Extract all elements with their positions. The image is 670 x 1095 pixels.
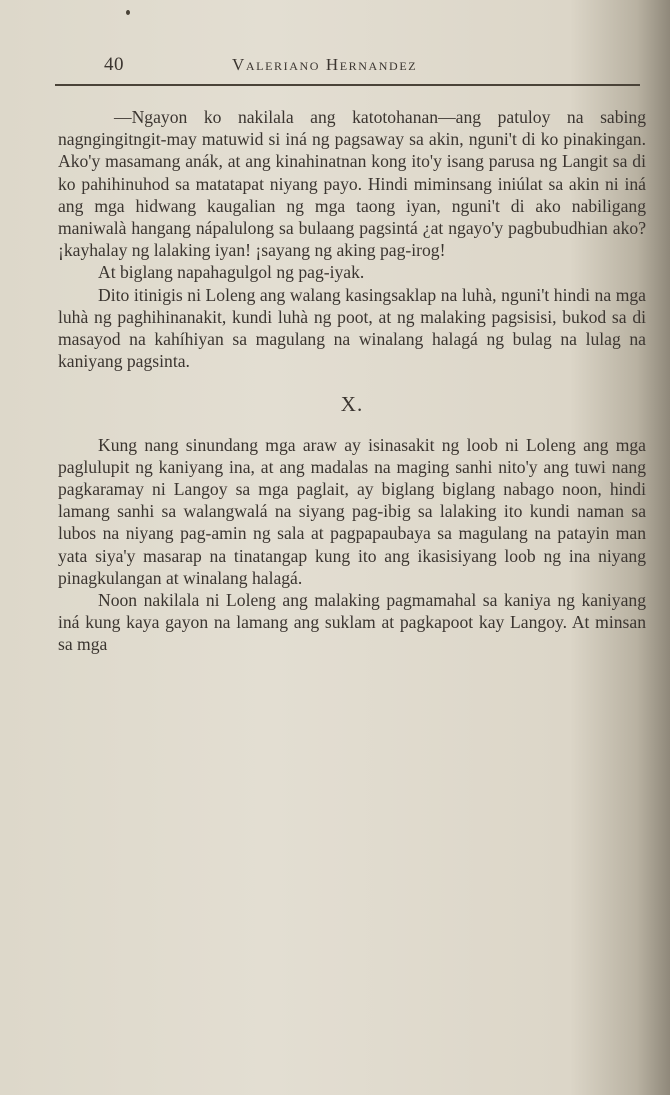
paragraph: —Ngayon ko nakilala ang katotohanan—ang patuloy na sabing nagngingitngit-may matuwid si iná ng pagsaway sa akin, nguni't di ko pinakingan. Ako'y masamang anák, at ang kinahinatnan kong ito'y isang parusa ng Langit sa di ko pahihinuhod sa matatapat niyang payo. Hindi miminsang iniúlat sa akin ni iná ang mga hidwang kaugalian ng mga taong iyan, nguni't di ako nabiligang maniwalà hangang nápalulong sa bulaang pagsintá ¿at ngayo'y pagbubudhian ako? ¡kayhalay ng lalaking iyan! ¡sayang ng aking pag-irog!: [58, 107, 646, 261]
section-heading: X.: [340, 392, 364, 417]
paragraph: Kung nang sinundang mga araw ay isinasakit ng loob ni Loleng ang mga paglulupit ng kaniyang ina, at ang madalas na maging sanhi nito'y ang tuwi nang pagkaramay ni Langoy sa mga paglait, ay biglang biglang nabago noon, hindi lamang sanhi sa walangwalá na siyang pag-ibig sa lalaking ito kundi naman sa lubos na niyang pag-amin ng sala at pagpapaubaya sa magulang na patayin man yata siya'y masarap na tinatangap kung ito ang ikasisiyang loob ng ina niyang pinagkulangan at winalang halagá.: [58, 434, 646, 588]
ink-speck: [126, 10, 130, 15]
header-rule: [55, 84, 640, 86]
page-body: [58, 106, 646, 656]
paragraph: Dito itinigis ni Loleng ang walang kasingsaklap na luhà, nguni't hindi na mga luhà ng paghihinanakit, kundi luhà ng poot, at ng malaking pagsisisi, bukod sa di masayod na kahíhiyan sa magulang na winalang halagá ng bulag na lulag na kaniyang pagsinta.: [58, 284, 646, 372]
page-number: 40: [104, 54, 124, 75]
paragraph: At biglang napahagulgol ng pag-iyak.: [98, 262, 365, 283]
paragraph: Noon nakilala ni Loleng ang malaking pagmamahal sa kaniya ng kaniyang iná kung kaya gayon na lamang ang suklam at pagkapoot kay Langoy. At minsan sa mga: [58, 590, 646, 655]
page-header: [104, 52, 638, 82]
running-head: Valeriano Hernandez: [232, 55, 418, 74]
